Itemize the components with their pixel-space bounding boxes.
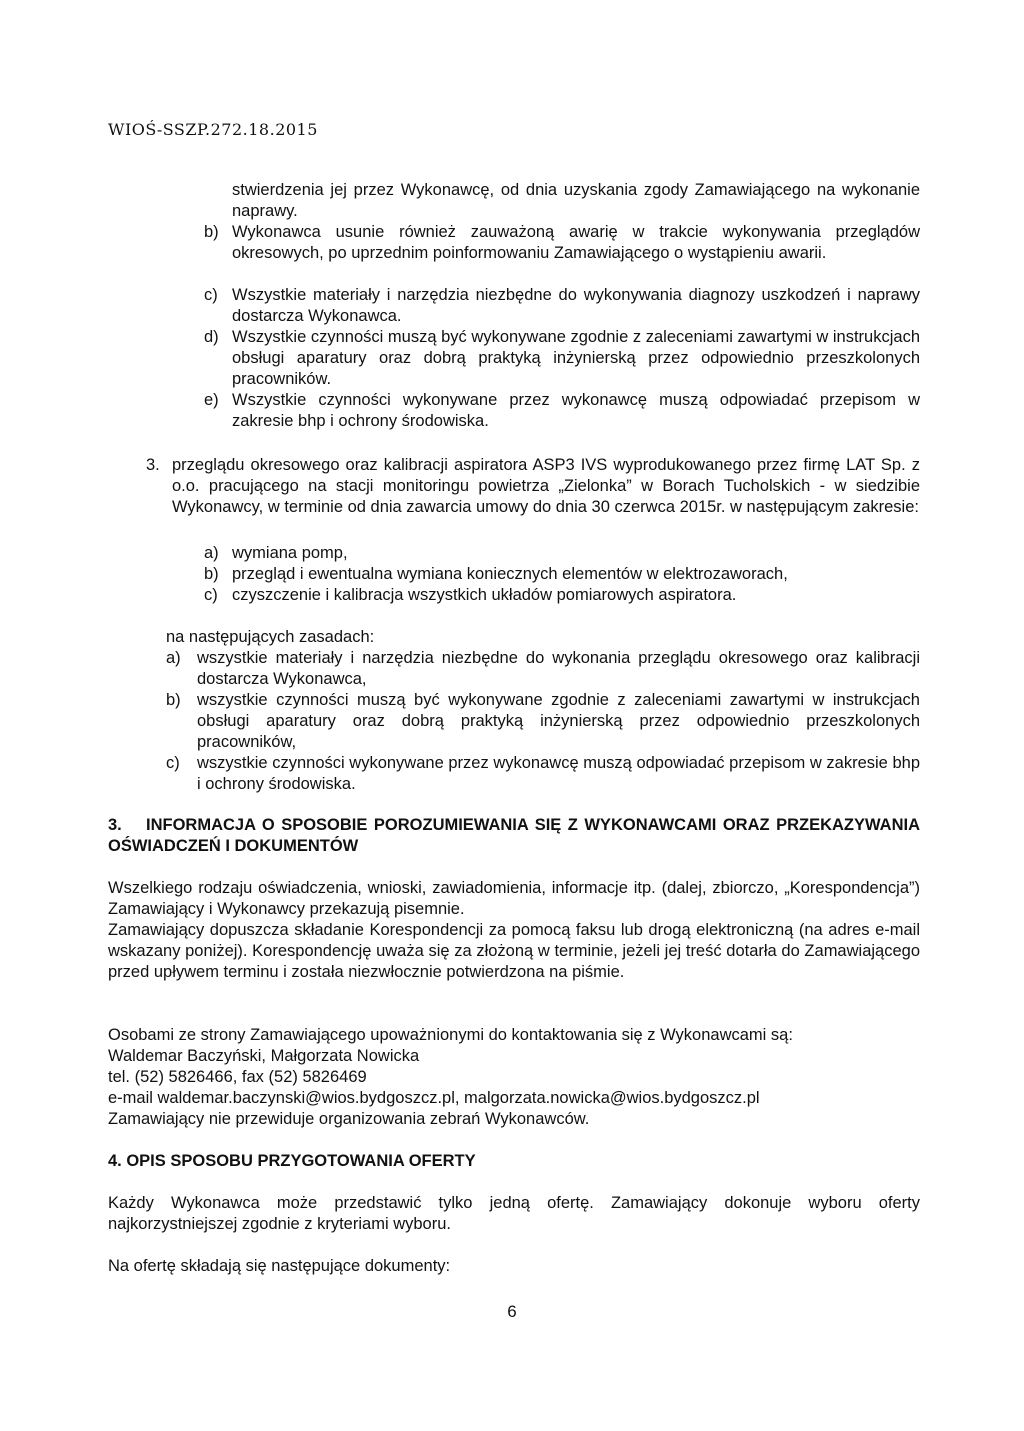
list-item-continuation: stwierdzenia jej przez Wykonawcę, od dnia uzyskania zgody Zamawiającego na wykonanie naprawy.	[232, 181, 920, 220]
item-3-sub-a: wymiana pomp,	[232, 544, 348, 562]
item-3-sub-a-label: a)	[204, 544, 219, 562]
section-3-number: 3.	[108, 816, 122, 834]
contact-intro: Osobami ze strony Zamawiającego upoważnionymi do kontaktowania się z Wykonawcami są:	[108, 1026, 793, 1044]
contact-phone: tel. (52) 5826466, fax (52) 5826469	[108, 1068, 367, 1086]
contact-names: Waldemar Baczyński, Małgorzata Nowicka	[108, 1047, 420, 1065]
section-4-para-1: Każdy Wykonawca może przedstawić tylko jedną ofertę. Zamawiający dokonuje wyboru oferty najkorzystniejszej zgodnie z kryteriami wyboru.	[108, 1194, 920, 1233]
item-3-text: przeglądu okresowego oraz kalibracji aspiratora ASP3 IVS wyprodukowanego przez firmę LAT Sp. z o.o. pracującego na stacji monitoringu powietrza „Zielonka” w Borach Tucholskich - w siedzibie Wykonawcy, w terminie od dnia zawarcia umowy do dnia 30 czerwca 2015r. w następującym zakresie:	[172, 456, 920, 516]
list-item-d: Wszystkie czynności muszą być wykonywane zgodnie z zaleceniami zawartymi w instrukcjach obsługi aparatury oraz dobrą praktyką inżynierską przez odpowiednio przeszkolonych pracowników.	[232, 328, 920, 388]
list-item-c: Wszystkie materiały i narzędzia niezbędne do wykonywania diagnozy uszkodzeń i naprawy dostarcza Wykonawca.	[232, 286, 920, 325]
rules-item-b: wszystkie czynności muszą być wykonywane zgodnie z zaleceniami zawartymi w instrukcjach obsługi aparatury oraz dobrą praktyką inżynierską przez odpowiednio przeszkolonych pracowników,	[197, 691, 920, 751]
section-3-heading: INFORMACJA O SPOSOBIE POROZUMIEWANIA SIĘ Z WYKONAWCAMI ORAZ PRZEKAZYWANIA OŚWIADCZEŃ I DOKUMENTÓW	[108, 816, 920, 855]
rules-label-a: a)	[166, 649, 181, 667]
list-item-b: Wykonawca usunie również zauważoną awarię w trakcie wykonywania przeglądów okresowych, po uprzednim poinformowaniu Zamawiającego o wystąpieniu awarii.	[232, 223, 920, 262]
item-3-sub-c-label: c)	[204, 586, 218, 604]
item-3-sub-c: czyszczenie i kalibracja wszystkich układów pomiarowych aspiratora.	[232, 586, 737, 604]
rules-label-b: b)	[166, 691, 181, 709]
section-4-heading: 4. OPIS SPOSOBU PRZYGOTOWANIA OFERTY	[108, 1152, 476, 1170]
item-3-sub-b-label: b)	[204, 565, 219, 583]
section-4-para-2: Na ofertę składają się następujące dokumenty:	[108, 1257, 451, 1275]
rules-item-a: wszystkie materiały i narzędzia niezbędne do wykonania przeglądu okresowego oraz kalibracji dostarcza Wykonawca,	[197, 649, 920, 688]
page-number: 6	[507, 1302, 517, 1321]
rules-item-c: wszystkie czynności wykonywane przez wykonawcę muszą odpowiadać przepisom w zakresie bhp i ochrony środowiska.	[197, 754, 920, 793]
list-label-c: c)	[204, 286, 218, 304]
section-3-para-2: Zamawiający dopuszcza składanie Korespondencji za pomocą faksu lub drogą elektroniczną (na adres e-mail wskazany poniżej). Korespondencję uważa się za złożoną w terminie, jeżeli jej treść dotarła do Zamawiającego przed upływem terminu i została niezwłocznie potwierdzona na piśmie.	[108, 921, 920, 981]
no-meetings-note: Zamawiający nie przewiduje organizowania zebrań Wykonawców.	[108, 1110, 590, 1128]
contact-email: e-mail waldemar.baczynski@wios.bydgoszcz.pl, malgorzata.nowicka@wios.bydgoszcz.pl	[108, 1089, 760, 1107]
item-3-label: 3.	[146, 456, 160, 474]
rules-label-c: c)	[166, 754, 180, 772]
list-item-e: Wszystkie czynności wykonywane przez wykonawcę muszą odpowiadać przepisom w zakresie bhp i ochrony środowiska.	[232, 391, 920, 430]
list-label-b: b)	[204, 223, 219, 241]
document-reference: WIOŚ-SSZP.272.18.2015	[108, 120, 318, 139]
list-label-d: d)	[204, 328, 219, 346]
rules-intro: na następujących zasadach:	[166, 628, 375, 646]
list-label-e: e)	[204, 391, 219, 409]
section-3-para-1: Wszelkiego rodzaju oświadczenia, wnioski, zawiadomienia, informacje itp. (dalej, zbiorczo, „Korespondencja”) Zamawiający i Wykonawcy przekazują pisemnie.	[108, 879, 920, 918]
item-3-sub-b: przegląd i ewentualna wymiana koniecznych elementów w elektrozaworach,	[232, 565, 788, 583]
